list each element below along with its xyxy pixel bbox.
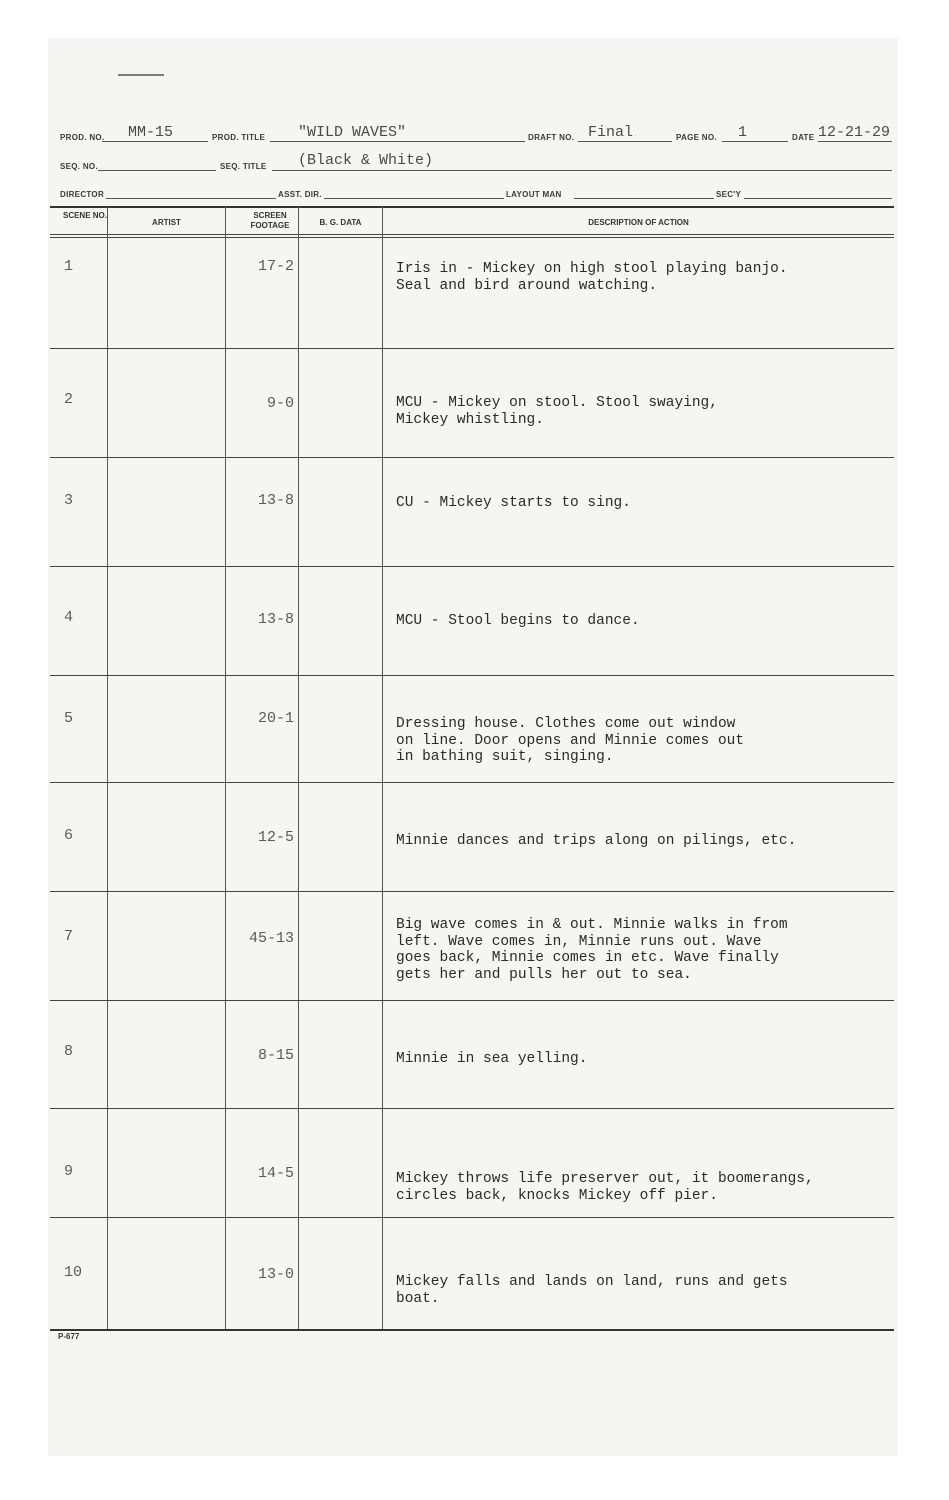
screen-footage: 17-2 xyxy=(257,258,294,275)
action-description: Mickey falls and lands on land, runs and gets boat. xyxy=(396,1274,788,1307)
layout-man-label: LAYOUT MAN xyxy=(506,190,562,199)
form-number: P-677 xyxy=(58,1332,80,1341)
action-description: Big wave comes in & out. Minnie walks in from left. Wave comes in, Minnie runs out. Wave goes back, Minnie comes in etc. Wave finally gets her and pulls her out to sea. xyxy=(396,917,788,983)
screen-footage: 13-0 xyxy=(257,1266,294,1283)
date-value: 12-21-29 xyxy=(818,124,891,141)
table-row xyxy=(50,1218,894,1329)
screen-footage: 8-15 xyxy=(257,1047,294,1064)
col-header-artist: ARTIST xyxy=(152,218,181,227)
table-row xyxy=(50,458,894,566)
scene-number: 8 xyxy=(64,1043,74,1060)
screen-footage: 45-13 xyxy=(248,930,294,947)
table-top-rule xyxy=(50,206,894,208)
scene-number: 3 xyxy=(64,492,74,509)
prod-no-value: MM-15 xyxy=(128,124,174,141)
secy-label: SEC'Y xyxy=(716,190,742,199)
table-row xyxy=(50,567,894,675)
prod-title-label: PROD. TITLE xyxy=(212,133,266,142)
seq-no-label: SEQ. NO. xyxy=(60,162,98,171)
pencil-mark xyxy=(118,74,164,76)
scene-number: 9 xyxy=(64,1163,74,1180)
scene-number: 6 xyxy=(64,827,74,844)
action-description: Minnie dances and trips along on pilings, etc. xyxy=(396,833,797,849)
scene-number: 4 xyxy=(64,609,74,626)
table-row xyxy=(50,349,894,457)
draft-no-value: Final xyxy=(588,124,634,141)
scene-number: 7 xyxy=(64,928,74,945)
scene-number: 1 xyxy=(64,258,74,275)
table-row xyxy=(50,783,894,891)
screen-footage: 14-5 xyxy=(257,1165,294,1182)
col-header-scene-no: SCENE NO. xyxy=(62,211,107,220)
action-description: MCU - Mickey on stool. Stool swaying, Mickey whistling. xyxy=(396,395,718,428)
page-no-value: 1 xyxy=(738,124,748,141)
prod-no-label: PROD. NO. xyxy=(60,133,105,142)
table-row xyxy=(50,1001,894,1108)
table-bottom-rule xyxy=(50,1329,894,1331)
date-label: DATE xyxy=(792,133,815,142)
screen-footage: 13-8 xyxy=(257,492,294,509)
seq-title-value: (Black & White) xyxy=(298,152,434,169)
screen-footage: 9-0 xyxy=(266,395,294,412)
action-description: Mickey throws life preserver out, it boomerangs, circles back, knocks Mickey off pier. xyxy=(396,1171,814,1204)
action-description: CU - Mickey starts to sing. xyxy=(396,495,631,511)
seq-title-label: SEQ. TITLE xyxy=(220,162,267,171)
header-rule-1 xyxy=(50,234,894,235)
prod-title-value: "WILD WAVES" xyxy=(298,124,407,141)
table-row xyxy=(50,676,894,782)
col-header-description: DESCRIPTION OF ACTION xyxy=(588,218,689,227)
scene-number: 2 xyxy=(64,391,74,408)
draft-no-label: DRAFT NO. xyxy=(528,133,575,142)
screen-footage: 13-8 xyxy=(257,611,294,628)
screen-footage: 12-5 xyxy=(257,829,294,846)
action-description: Dressing house. Clothes come out window on line. Door opens and Minnie comes out in bathing suit, singing. xyxy=(396,716,745,765)
action-description: Iris in - Mickey on high stool playing banjo. Seal and bird around watching. xyxy=(396,261,788,294)
table-row xyxy=(50,892,894,1000)
scene-number: 5 xyxy=(64,710,74,727)
table-row xyxy=(50,238,894,348)
page-no-label: PAGE NO. xyxy=(676,133,717,142)
screen-footage: 20-1 xyxy=(257,710,294,727)
asst-dir-label: ASST. DIR. xyxy=(278,190,322,199)
director-label: DIRECTOR xyxy=(60,190,105,199)
scene-number: 10 xyxy=(64,1264,83,1281)
col-header-screen-footage: SCREEN FOOTAGE xyxy=(250,211,290,230)
col-header-bg-data: B. G. DATA xyxy=(319,218,362,227)
action-description: MCU - Stool begins to dance. xyxy=(396,613,640,629)
action-description: Minnie in sea yelling. xyxy=(396,1051,588,1067)
table-row xyxy=(50,1109,894,1217)
